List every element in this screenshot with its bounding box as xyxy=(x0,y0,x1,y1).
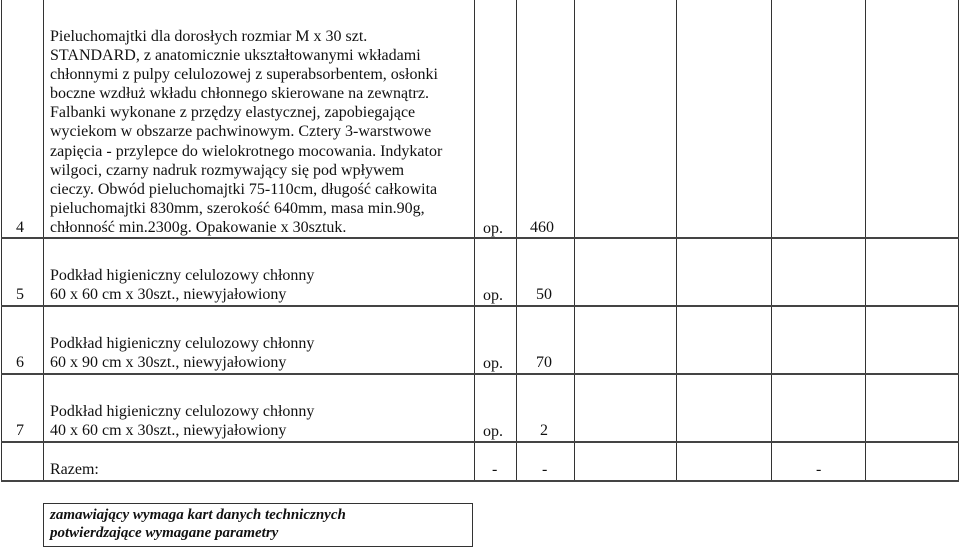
col-border xyxy=(43,0,44,481)
col-border xyxy=(771,0,772,481)
row-border xyxy=(1,305,959,307)
desc-line: chłonnymi z pulpy celulozowej z superabsorbentem, osłonki xyxy=(50,66,438,84)
row-number: 4 xyxy=(16,219,24,236)
desc-line: Podkład higieniczny celulozowy chłonny xyxy=(50,267,315,284)
row-number: 5 xyxy=(16,286,24,303)
row-description xyxy=(50,266,314,304)
row-description xyxy=(50,334,314,372)
row-unit: op. xyxy=(483,220,503,237)
desc-line: 60 x 90 cm x 30szt., niewyjałowiony xyxy=(50,354,287,372)
row-quantity: 2 xyxy=(540,422,548,439)
row-quantity: 50 xyxy=(536,286,552,303)
row-description xyxy=(50,27,442,237)
desc-line: wyciekom w obszarze pachwinowym. Cztery 3-warstwowe xyxy=(50,123,432,141)
total-quantity: - xyxy=(542,461,548,478)
row-description xyxy=(50,402,314,440)
desc-line: Pieluchomajtki dla dorosłych rozmiar M x 30 szt. xyxy=(50,28,368,45)
desc-line: Podkład higieniczny celulozowy chłonny xyxy=(50,335,315,352)
col-border xyxy=(516,0,517,481)
row-unit: op. xyxy=(483,423,503,440)
total-unit: - xyxy=(492,461,498,478)
row-quantity: 460 xyxy=(530,219,554,236)
col-border xyxy=(865,0,866,481)
note-line: potwierdzające wymagane parametry xyxy=(50,525,279,541)
row-border xyxy=(1,373,959,375)
desc-line: Falbanki wykonane z przędzy elastycznej, zapobiegające xyxy=(50,104,416,122)
row-border xyxy=(1,237,959,239)
desc-line: STANDARD, z anatomicznie ukształtowanymi wkładami xyxy=(50,47,421,65)
desc-line: cieczy. Obwód pieluchomajtki 75-110cm, długość całkowita xyxy=(50,180,438,198)
col-border xyxy=(574,0,575,481)
desc-line: Podkład higieniczny celulozowy chłonny xyxy=(50,403,315,420)
col-border xyxy=(958,0,959,481)
row-number: 6 xyxy=(16,354,24,371)
total-label: Razem: xyxy=(50,461,99,478)
col-border xyxy=(676,0,677,481)
row-number: 7 xyxy=(16,422,24,439)
desc-line: chłonność min.2300g. Opakowanie x 30sztuk. xyxy=(50,218,347,236)
row-border xyxy=(1,441,959,443)
total-value: - xyxy=(816,461,822,478)
desc-line: pieluchomajtki 830mm, szerokość 640mm, masa min.90g, xyxy=(50,199,425,217)
col-border xyxy=(474,0,475,481)
technical-data-note xyxy=(43,503,473,547)
desc-line: wilgoci, czarny nadruk rozmywający się pod wpływem xyxy=(50,161,405,179)
col-border xyxy=(1,0,2,481)
desc-line: 40 x 60 cm x 30szt., niewyjałowiony xyxy=(50,422,287,440)
row-quantity: 70 xyxy=(536,354,552,371)
row-border xyxy=(1,480,959,482)
desc-line: zapięcia - przylepce do wielokrotnego mocowania. Indykator xyxy=(50,142,443,160)
note-line: zamawiający wymaga kart danych technicznych xyxy=(50,507,346,523)
desc-line: 60 x 60 cm x 30szt., niewyjałowiony xyxy=(50,286,287,304)
row-unit: op. xyxy=(483,355,503,372)
row-unit: op. xyxy=(483,287,503,304)
desc-line: boczne wzdłuż wkładu chłonnego skierowane na zewnątrz. xyxy=(50,85,429,103)
